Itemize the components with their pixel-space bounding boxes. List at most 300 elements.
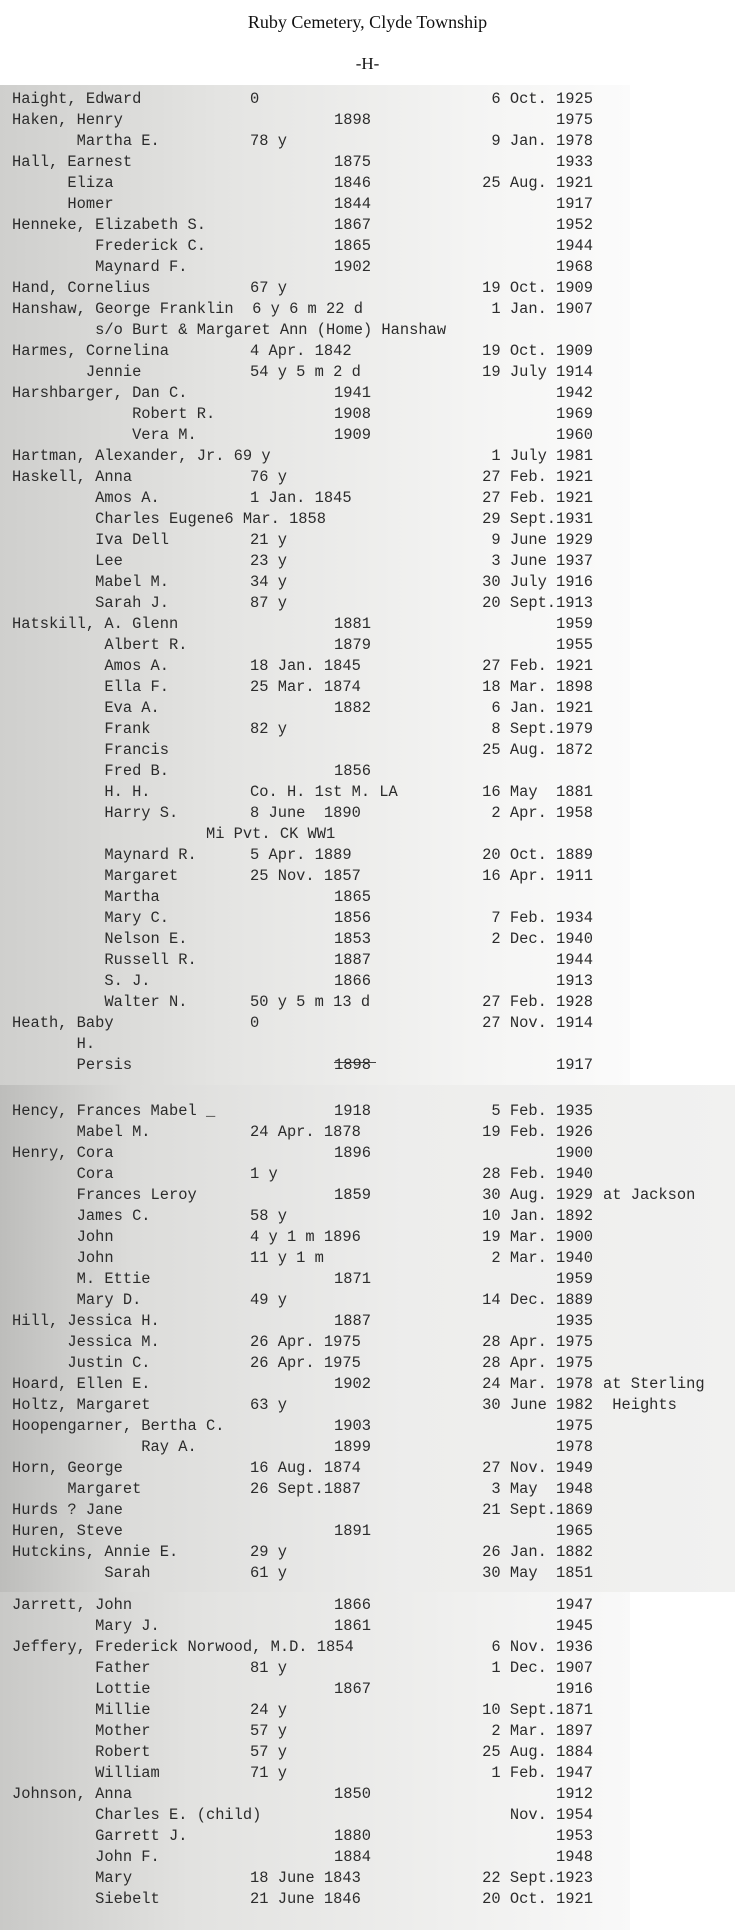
- record-row: [0, 782, 735, 802]
- record-name: Hall, Earnest: [12, 153, 133, 171]
- record-name: Vera M.: [12, 426, 197, 444]
- record-year: 1846: [334, 174, 371, 192]
- record-name: Haskell, Anna: [12, 468, 133, 486]
- record-death-date: 27 Nov. 1914: [482, 1014, 593, 1032]
- record-death-date: 30 July 1916: [482, 573, 593, 591]
- record-row: [0, 131, 735, 151]
- record-info: 67 y: [250, 279, 287, 297]
- record-name: Fred B.: [12, 762, 170, 780]
- record-name: Margaret: [12, 1480, 142, 1498]
- record-death-date: 1959: [556, 1270, 593, 1288]
- record-row: [0, 635, 735, 655]
- record-name: Mary J.: [12, 1617, 160, 1635]
- record-row: [0, 845, 735, 865]
- record-info: 54 y 5 m 2 d: [250, 363, 361, 381]
- record-name: H. H.: [12, 783, 151, 801]
- record-death-date: 1917: [556, 195, 593, 213]
- record-row: [0, 362, 735, 382]
- record-death-date: 16 May 1881: [482, 783, 593, 801]
- record-death-date: 1960: [556, 426, 593, 444]
- record-row: [0, 1013, 735, 1033]
- record-year: 1898: [334, 1056, 371, 1074]
- record-note: at Sterling: [603, 1375, 705, 1393]
- record-death-date: 1975: [556, 111, 593, 129]
- record-name: H.: [12, 1035, 96, 1053]
- record-info: 4 Apr. 1842: [250, 342, 352, 360]
- record-name: Justin C.: [12, 1354, 151, 1372]
- record-row: [0, 1143, 735, 1163]
- record-name: Haight, Edward: [12, 90, 142, 108]
- record-name: Jennie: [12, 363, 142, 381]
- record-year: 1867: [334, 1680, 371, 1698]
- record-row: [0, 1542, 735, 1562]
- record-row: [0, 383, 735, 403]
- record-death-date: 1978: [556, 1438, 593, 1456]
- record-name: Frank: [12, 720, 151, 738]
- record-name: John: [12, 1228, 114, 1246]
- record-death-date: 2 Dec. 1940: [491, 930, 593, 948]
- record-info: 81 y: [250, 1659, 287, 1677]
- record-name: Ray A.: [12, 1438, 197, 1456]
- record-name: Hoard, Ellen E.: [12, 1375, 151, 1393]
- record-row: [0, 1521, 735, 1541]
- record-name: Homer: [12, 195, 114, 213]
- record-name: Martha: [12, 888, 160, 906]
- record-death-date: 20 Oct. 1889: [482, 846, 593, 864]
- record-row: [0, 1101, 735, 1121]
- record-row: [0, 929, 735, 949]
- record-name: Nelson E.: [12, 930, 188, 948]
- record-row: [0, 1763, 735, 1783]
- record-row: [0, 1290, 735, 1310]
- record-row: [0, 1311, 735, 1331]
- record-death-date: 2 Apr. 1958: [491, 804, 593, 822]
- record-name: Lottie: [12, 1680, 151, 1698]
- record-row: [0, 1227, 735, 1247]
- record-row: [0, 215, 735, 235]
- record-death-date: 30 June 1982: [482, 1396, 593, 1414]
- record-year: 1891: [334, 1522, 371, 1540]
- record-year: 1887: [334, 951, 371, 969]
- record-row: [0, 1185, 735, 1205]
- record-info: 57 y: [250, 1722, 287, 1740]
- record-info: 29 y: [250, 1543, 287, 1561]
- record-row: [0, 446, 735, 466]
- record-name: Robert R.: [12, 405, 216, 423]
- record-row: [0, 866, 735, 886]
- record-death-date: 21 Sept.1869: [482, 1501, 593, 1519]
- record-name: Frederick C.: [12, 237, 206, 255]
- record-name: Charles E. (child): [12, 1806, 262, 1824]
- record-row: [0, 530, 735, 550]
- record-year: 1882: [334, 699, 371, 717]
- record-death-date: 27 Feb. 1928: [482, 993, 593, 1011]
- record-row: [0, 488, 735, 508]
- record-row: [0, 173, 735, 193]
- record-name: Henneke, Elizabeth S.: [12, 216, 206, 234]
- record-year: 1880: [334, 1827, 371, 1845]
- record-name: Father: [12, 1659, 151, 1677]
- record-death-date: 1 July 1981: [491, 447, 593, 465]
- record-row: [0, 719, 735, 739]
- record-death-date: 25 Aug. 1884: [482, 1743, 593, 1761]
- record-name: Martha E.: [12, 132, 160, 150]
- record-row: [0, 1353, 735, 1373]
- record-row: [0, 992, 735, 1012]
- record-info: 0: [250, 90, 260, 108]
- section-letter: -H-: [355, 54, 380, 73]
- record-death-date: 1965: [556, 1522, 593, 1540]
- record-year: 1896: [334, 1144, 371, 1162]
- record-row: [0, 950, 735, 970]
- record-row: [0, 740, 735, 760]
- record-name: Maynard R.: [12, 846, 197, 864]
- record-death-date: 1935: [556, 1312, 593, 1330]
- record-death-date: 1900: [556, 1144, 593, 1162]
- record-row: [0, 236, 735, 256]
- record-death-date: 25 Aug. 1921: [482, 174, 593, 192]
- record-death-date: 19 Feb. 1926: [482, 1123, 593, 1141]
- record-row: [0, 1742, 735, 1762]
- record-name: Heath, Baby: [12, 1014, 114, 1032]
- record-row: [0, 1721, 735, 1741]
- record-death-date: 1912: [556, 1785, 593, 1803]
- record-name: Mary C.: [12, 909, 170, 927]
- record-info: 23 y: [250, 552, 287, 570]
- record-death-date: 20 Oct. 1921: [482, 1890, 593, 1908]
- record-name: Persis: [12, 1056, 133, 1074]
- record-death-date: 24 Mar. 1978: [482, 1375, 593, 1393]
- record-row: [0, 551, 735, 571]
- record-year: 1898: [334, 111, 371, 129]
- record-row: [0, 404, 735, 424]
- record-row: [0, 698, 735, 718]
- record-name: Mabel M.: [12, 573, 170, 591]
- record-death-date: 1 Dec. 1907: [491, 1659, 593, 1677]
- record-death-date: 1917: [556, 1056, 593, 1074]
- record-info: 61 y: [250, 1564, 287, 1582]
- record-name: Margaret: [12, 867, 179, 885]
- record-row: [0, 194, 735, 214]
- record-info: 34 y: [250, 573, 287, 591]
- record-death-date: 7 Feb. 1934: [491, 909, 593, 927]
- record-name: James C.: [12, 1207, 151, 1225]
- record-death-date: 8 Sept.1979: [491, 720, 593, 738]
- record-death-date: 1944: [556, 237, 593, 255]
- record-info: 87 y: [250, 594, 287, 612]
- record-name: Harmes, Cornelina: [12, 342, 170, 360]
- record-death-date: 27 Nov. 1949: [482, 1459, 593, 1477]
- record-name: Mary: [12, 1869, 133, 1887]
- record-death-date: 28 Apr. 1975: [482, 1354, 593, 1372]
- record-death-date: 1959: [556, 615, 593, 633]
- record-death-date: 6 Jan. 1921: [491, 699, 593, 717]
- record-info: 8 June 1890: [250, 804, 361, 822]
- record-year: 1844: [334, 195, 371, 213]
- record-year: 1908: [334, 405, 371, 423]
- record-info: 82 y: [250, 720, 287, 738]
- record-year: 1861: [334, 1617, 371, 1635]
- record-year: 1856: [334, 909, 371, 927]
- record-death-date: 6 Nov. 1936: [491, 1638, 593, 1656]
- record-year: 1899: [334, 1438, 371, 1456]
- record-name: Jessica M.: [12, 1333, 160, 1351]
- record-death-date: 5 Feb. 1935: [491, 1102, 593, 1120]
- record-info: 78 y: [250, 132, 287, 150]
- record-death-date: 1948: [556, 1848, 593, 1866]
- record-row: [0, 1269, 735, 1289]
- record-row: [0, 656, 735, 676]
- record-name: Charles Eugene6 Mar. 1858: [12, 510, 327, 528]
- record-name: Maynard F.: [12, 258, 188, 276]
- record-death-date: 27 Feb. 1921: [482, 657, 593, 675]
- record-year: 1856: [334, 762, 371, 780]
- record-name: Hency, Frances Mabel _: [12, 1102, 216, 1120]
- record-row: [0, 89, 735, 109]
- record-death-date: 19 July 1914: [482, 363, 593, 381]
- record-year: 1850: [334, 1785, 371, 1803]
- record-death-date: 1942: [556, 384, 593, 402]
- record-name: Mabel M.: [12, 1123, 151, 1141]
- record-year: 1918: [334, 1102, 371, 1120]
- record-death-date: 1955: [556, 636, 593, 654]
- record-row: [0, 1700, 735, 1720]
- page-title: Ruby Cemetery, Clyde Township: [247, 12, 488, 32]
- record-name: Henry, Cora: [12, 1144, 114, 1162]
- record-year: 1875: [334, 153, 371, 171]
- record-row: [0, 908, 735, 928]
- record-name: Hand, Cornelius: [12, 279, 151, 297]
- record-info: 58 y: [250, 1207, 287, 1225]
- record-name: Sarah J.: [12, 594, 170, 612]
- record-name: Frances Leroy: [12, 1186, 197, 1204]
- record-year: 1865: [334, 237, 371, 255]
- record-death-date: 28 Apr. 1975: [482, 1333, 593, 1351]
- record-info: 1 Jan. 1845: [250, 489, 352, 507]
- record-death-date: 28 Feb. 1940: [482, 1165, 593, 1183]
- record-death-date: 19 Oct. 1909: [482, 279, 593, 297]
- record-row: [0, 824, 735, 844]
- record-death-date: 16 Apr. 1911: [482, 867, 593, 885]
- record-row: [0, 1500, 735, 1520]
- record-name: John F.: [12, 1848, 160, 1866]
- record-info: 18 Jan. 1845: [250, 657, 361, 675]
- record-death-date: 10 Sept.1871: [482, 1701, 593, 1719]
- record-death-date: 19 Oct. 1909: [482, 342, 593, 360]
- record-year: 1853: [334, 930, 371, 948]
- record-death-date: 1913: [556, 972, 593, 990]
- record-year: 1865: [334, 888, 371, 906]
- record-name: Amos A.: [12, 657, 170, 675]
- record-year: 1887: [334, 1312, 371, 1330]
- record-death-date: 22 Sept.1923: [482, 1869, 593, 1887]
- record-death-date: 2 Mar. 1940: [491, 1249, 593, 1267]
- record-name: Cora: [12, 1165, 114, 1183]
- record-death-date: 27 Feb. 1921: [482, 489, 593, 507]
- record-info: 49 y: [250, 1291, 287, 1309]
- record-death-date: 10 Jan. 1892: [482, 1207, 593, 1225]
- record-name: Jarrett, John: [12, 1596, 133, 1614]
- record-name: Robert: [12, 1743, 151, 1761]
- record-row: [0, 971, 735, 991]
- record-death-date: 1969: [556, 405, 593, 423]
- record-info: 5 Apr. 1889: [250, 846, 352, 864]
- record-name: Harry S.: [12, 804, 179, 822]
- record-name: Sarah: [12, 1564, 151, 1582]
- record-name: Hurds ? Jane: [12, 1501, 123, 1519]
- record-death-date: 1952: [556, 216, 593, 234]
- record-name: Walter N.: [12, 993, 188, 1011]
- record-row: [0, 1847, 735, 1867]
- record-row: [0, 1889, 735, 1909]
- record-row: [0, 1374, 735, 1394]
- record-year: 1902: [334, 258, 371, 276]
- record-death-date: 30 May 1851: [482, 1564, 593, 1582]
- record-info: 1 y: [250, 1165, 278, 1183]
- record-row: [0, 1437, 735, 1457]
- record-row: [0, 425, 735, 445]
- record-death-date: 1953: [556, 1827, 593, 1845]
- record-death-date: 1 Jan. 1907: [491, 300, 593, 318]
- record-row: [0, 1616, 735, 1636]
- record-note: Heights: [603, 1396, 677, 1414]
- record-row: [0, 1458, 735, 1478]
- record-name: Ella F.: [12, 678, 170, 696]
- record-death-date: 25 Aug. 1872: [482, 741, 593, 759]
- record-info: 16 Aug. 1874: [250, 1459, 361, 1477]
- record-name: Albert R.: [12, 636, 188, 654]
- record-row: [0, 614, 735, 634]
- record-name: Hartman, Alexander, Jr. 69 y: [12, 447, 271, 465]
- record-info: Co. H. 1st M. LA: [250, 783, 398, 801]
- record-row: [0, 152, 735, 172]
- record-name: Hill, Jessica H.: [12, 1312, 160, 1330]
- record-name: Millie: [12, 1701, 151, 1719]
- record-info: 4 y 1 m 1896: [250, 1228, 361, 1246]
- record-death-date: 1944: [556, 951, 593, 969]
- record-info: 50 y 5 m 13 d: [250, 993, 371, 1011]
- record-info: 24 Apr. 1878: [250, 1123, 361, 1141]
- record-row: [0, 803, 735, 823]
- record-name: S. J.: [12, 972, 151, 990]
- record-death-date: 1945: [556, 1617, 593, 1635]
- record-row: [0, 1563, 735, 1583]
- record-row: [0, 1034, 735, 1054]
- record-name: Holtz, Margaret: [12, 1396, 151, 1414]
- record-info: 57 y: [250, 1743, 287, 1761]
- record-name: Garrett J.: [12, 1827, 188, 1845]
- record-death-date: 14 Dec. 1889: [482, 1291, 593, 1309]
- record-row: [0, 1826, 735, 1846]
- record-name: Horn, George: [12, 1459, 123, 1477]
- record-row: [0, 509, 735, 529]
- record-year: 1881: [334, 615, 371, 633]
- record-death-date: 20 Sept.1913: [482, 594, 593, 612]
- record-name: John: [12, 1249, 114, 1267]
- record-year: 1859: [334, 1186, 371, 1204]
- record-death-date: 1975: [556, 1417, 593, 1435]
- record-row: [0, 467, 735, 487]
- record-info: 24 y: [250, 1701, 287, 1719]
- record-name: Amos A.: [12, 489, 160, 507]
- record-year: 1871: [334, 1270, 371, 1288]
- record-info: 21 June 1846: [250, 1890, 361, 1908]
- record-year: 1903: [334, 1417, 371, 1435]
- record-death-date: 27 Feb. 1921: [482, 468, 593, 486]
- record-death-date: 3 May 1948: [491, 1480, 593, 1498]
- record-year: 1941: [334, 384, 371, 402]
- record-name: Hutckins, Annie E.: [12, 1543, 179, 1561]
- record-info: 26 Apr. 1975: [250, 1354, 361, 1372]
- record-info: 25 Nov. 1857: [250, 867, 361, 885]
- record-death-date: 9 June 1929: [491, 531, 593, 549]
- record-year: 1902: [334, 1375, 371, 1393]
- record-row: [0, 278, 735, 298]
- record-info: 26 Sept.1887: [250, 1480, 361, 1498]
- record-row: [0, 320, 735, 340]
- record-row: [0, 1784, 735, 1804]
- record-death-date: 2 Mar. 1897: [491, 1722, 593, 1740]
- record-death-date: 9 Jan. 1978: [491, 132, 593, 150]
- record-name: Johnson, Anna: [12, 1785, 133, 1803]
- record-name: William: [12, 1764, 160, 1782]
- record-row: [0, 299, 735, 319]
- record-death-date: 1916: [556, 1680, 593, 1698]
- record-row: [0, 1332, 735, 1352]
- record-info: 11 y 1 m: [250, 1249, 324, 1267]
- record-name: Mary D.: [12, 1291, 142, 1309]
- record-death-date: 26 Jan. 1882: [482, 1543, 593, 1561]
- record-info: 71 y: [250, 1764, 287, 1782]
- record-row: [0, 677, 735, 697]
- record-death-date: 1968: [556, 258, 593, 276]
- record-name: Haken, Henry: [12, 111, 123, 129]
- record-name: Mother: [12, 1722, 151, 1740]
- record-info: 21 y: [250, 531, 287, 549]
- record-death-date: 18 Mar. 1898: [482, 678, 593, 696]
- record-name: Harshbarger, Dan C.: [12, 384, 188, 402]
- record-info: 25 Mar. 1874: [250, 678, 361, 696]
- record-death-date: 3 June 1937: [491, 552, 593, 570]
- record-name: Russell R.: [12, 951, 197, 969]
- record-note: at Jackson: [603, 1186, 696, 1204]
- record-row: [0, 572, 735, 592]
- record-year: 1866: [334, 1596, 371, 1614]
- record-death-date: 1933: [556, 153, 593, 171]
- record-info: 0: [250, 1014, 260, 1032]
- record-row: [0, 761, 735, 781]
- record-row: [0, 1164, 735, 1184]
- record-row: [0, 1679, 735, 1699]
- record-name: Hatskill, A. Glenn: [12, 615, 179, 633]
- record-name: Francis: [12, 741, 170, 759]
- record-row: [0, 110, 735, 130]
- record-name: Mi Pvt. CK WW1: [12, 825, 336, 843]
- record-year: 1879: [334, 636, 371, 654]
- record-name: Hanshaw, George Franklin 6 y 6 m 22 d: [12, 300, 363, 318]
- record-info: 26 Apr. 1975: [250, 1333, 361, 1351]
- record-death-date: Nov. 1954: [509, 1806, 593, 1824]
- record-year: 1867: [334, 216, 371, 234]
- record-name: Iva Dell: [12, 531, 170, 549]
- record-name: Eliza: [12, 174, 114, 192]
- record-name: Lee: [12, 552, 123, 570]
- record-row: [0, 1416, 735, 1436]
- record-row: [0, 1805, 735, 1825]
- record-death-date: 29 Sept.1931: [482, 510, 593, 528]
- record-name: Siebelt: [12, 1890, 160, 1908]
- record-death-date: 1 Feb. 1947: [491, 1764, 593, 1782]
